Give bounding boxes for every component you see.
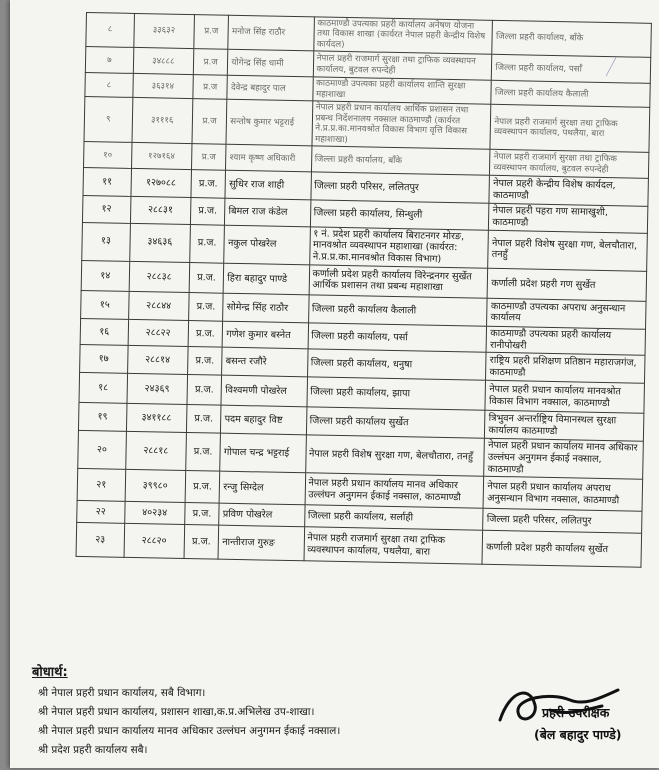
serial-number-cell: ७ [85, 47, 133, 74]
cc-item: श्री प्रदेश प्रहरी कार्यालय सबै। [38, 744, 148, 756]
serial-number-cell: २० [78, 431, 126, 470]
current-office-cell: जिल्ला प्रहरी कार्यालय, धनुषा [307, 349, 486, 380]
signature-block [490, 680, 659, 770]
current-office-cell: जिल्ला प्रहरी कार्यालय, सिन्धुली [310, 200, 489, 230]
police-number-cell: २४३६९ [127, 374, 188, 405]
transfer-office-cell: राष्ट्रिय प्रहरी प्रशिक्षण प्रतिष्ठान महाराजगंज, काठमाण्डौ [486, 353, 645, 384]
transfer-office-cell: नेपाल प्रहरी विशेष सुरक्षा गण, बेलचौतारा, तनहुँ [488, 230, 647, 271]
rank-cell: प्र.ज. [187, 347, 222, 376]
officer-name-cell: गणेश कुमार बस्नेत [222, 321, 308, 349]
transfer-office-cell: जिल्ला प्रहरी परिसर, ललितपुर [483, 509, 642, 534]
cc-item: श्री नेपाल प्रहरी प्रधान कार्यालय, प्रशासन शाखा,क.प्र.अभिलेख उप-शाखा। [38, 706, 315, 718]
transfer-office-cell: नेपाल प्रहरी राजमार्ग सुरक्षा तथा ट्राफिक व्यवस्थापन कार्यालय, बुटवल रुपन्देही [490, 150, 649, 179]
police-number-cell: १२७०८८ [131, 169, 192, 198]
officer-name-cell: बसन्त रजौरे [222, 347, 308, 377]
serial-number-cell: ११ [83, 168, 131, 197]
transfer-office-cell: नेपाल प्रहरी प्रधान कार्यालय मानव अधिकार उल्लंघन अनुगमन ईकाई नक्साल, काठमाण्डौ [484, 439, 643, 480]
serial-number-cell: ८ [86, 13, 134, 48]
rank-cell: प्र.ज. [189, 224, 224, 263]
officer-name-cell: गोपाल चन्द्र भट्टराई [220, 433, 306, 473]
signatory-title: प्रहरी उपरीक्षक [542, 705, 610, 720]
serial-number-cell: १८ [79, 373, 127, 404]
serial-number-cell: १३ [82, 222, 130, 261]
officer-name-cell: पदम बहादुर विष्ट [221, 405, 307, 435]
transfer-office-cell: जिल्ला प्रहरी कार्यालय, पर्साँ [492, 55, 651, 84]
serial-number-cell: २२ [77, 501, 125, 524]
transfer-office-cell: कर्णाली प्रदेश प्रहरी कार्यालय सुर्खेत [482, 531, 641, 568]
officer-name-cell: विश्वमणी पोखरेल [221, 375, 307, 407]
officer-name-cell: देवेन्द्र बहादुर पाल [227, 76, 313, 102]
officer-name-cell: योगेन्द्र सिंह धामी [228, 50, 314, 78]
current-office-cell: नेपाल प्रहरी प्रधान कार्यालय मानव अधिकार उल्लंघन अनुगमन ईकाई नक्साल, काठमाण्डौ [305, 473, 484, 508]
officer-name-cell: सोमेन्द्र सिंह राठौर [223, 293, 309, 323]
serial-number-cell: ९ [84, 97, 133, 143]
transfer-office-cell: नेपाल प्रहरी पहरा गण सामाखुशी, काठमाण्डौ [489, 204, 648, 233]
cc-title: बोधार्थ: [32, 665, 68, 680]
police-number-cell: ३४६३६ [129, 223, 190, 262]
police-number-cell: २८८३१ [130, 197, 191, 225]
current-office-cell: काठमाण्डौ उपत्यका प्रहरी कार्यालय अनेषण योजना तथा विकास शाखा (कार्यरत नेपाल प्रहरी केन्द्रीय विशेष कार्यदल) [313, 17, 493, 55]
serial-number-cell: १९ [78, 403, 126, 432]
current-office-cell: जिल्ला प्रहरी परिसर, ललितपुर [310, 172, 489, 203]
transfer-office-cell: जिल्ला प्रहरी कार्यालय कैलाली [491, 81, 650, 108]
police-number-cell: २८८४४ [128, 291, 189, 320]
serial-number-cell: ८ [85, 73, 133, 98]
officer-name-cell: सन्तोष कुमार भट्टराई [226, 100, 312, 147]
transfer-table [76, 12, 652, 568]
rank-cell: प्र.ज [193, 49, 228, 76]
officer-name-cell: नान्तीराज गुरुङ [218, 526, 304, 562]
officer-name-cell: सुधिर राज शाही [225, 171, 311, 201]
police-number-cell: ३४८८८ [133, 48, 194, 75]
rank-cell: प्र.ज. [185, 471, 220, 504]
officer-name-cell: हिरा बहादुर पाण्डे [224, 263, 310, 295]
margin-stamp: ⸻ [601, 54, 622, 80]
serial-number-cell: २३ [76, 523, 124, 558]
cc-section [32, 662, 452, 762]
police-number-cell: २८८१४ [127, 346, 188, 375]
current-office-cell: १ नं. प्रदेश प्रहरी कार्यालय बिराटनगर मोरङ, मानवश्रोत व्यवस्थापन महाशाखा (कार्यरत: ने.प्र.प्र.का.मानवश्रोत विकास विभाग) [309, 227, 489, 269]
officer-name-cell: श्याम कृष्ण अधिकारी [226, 145, 312, 173]
rank-cell: प्र.ज [191, 144, 226, 171]
current-office-cell: जिल्ला प्रहरी कार्यालय कैलाली [308, 295, 487, 326]
current-office-cell: काठमाण्डौ उपत्यका प्रहरी कार्यालय शान्ति सुरक्षा महाशाखा [312, 77, 491, 104]
current-office-cell: नेपाल प्रहरी प्रधान कार्यालय आर्थिक प्रशासन तथा प्रबन्ध निर्देशनालय नक्साल काठमाण्डौ (कार्यरत ने.प्र.प्र.का.मानवश्रोत विकास विभाग वृत्ति विकास महाशाखा) [311, 101, 491, 149]
officer-name-cell: नकुल पोखरेल [224, 225, 310, 265]
rank-cell: प्र.ज [194, 15, 229, 50]
rank-cell: प्र.ज. [184, 525, 219, 560]
signatory-name: (बेल बहादुर पाण्डे) [534, 727, 622, 742]
cc-item: श्री नेपाल प्रहरी प्रधान कार्यालय मानव अधिकार उल्लंघन अनुगमन ईकाई नक्साल। [38, 725, 341, 737]
officer-name-cell: प्रविण पोखरेल [219, 504, 305, 528]
police-number-cell: ३४११८८ [126, 404, 187, 433]
current-office-cell: जिल्ला प्रहरी कार्यालय सुर्खेत [306, 407, 485, 438]
police-number-cell: ३३६३२ [134, 13, 195, 49]
rank-cell: प्र.ज [192, 99, 227, 145]
transfer-office-cell: नेपाल प्रहरी केन्द्रीय विशेष कार्यदल, काठमाण्डौ [489, 176, 648, 207]
rank-cell: प्र.ज. [187, 375, 222, 406]
transfer-office-cell: त्रिभुवन अन्तर्राष्ट्रिय विमानस्थल सुरक्षा कार्यालय काठमाण्डौ [485, 411, 644, 442]
officer-name-cell: मनोज सिंह राठौर [228, 15, 314, 51]
police-number-cell: २८८१८ [125, 432, 186, 471]
police-number-cell: १२७१६४ [131, 143, 192, 170]
police-number-cell: २८८३८ [129, 261, 190, 292]
current-office-cell: नेपाल प्रहरी राजमार्ग सुरक्षा तथा ट्राफिक व्यवस्थापन कार्यालय, पथलैया, बारा [304, 527, 484, 564]
rank-cell: प्र.ज. [185, 433, 220, 472]
current-office-cell: कर्णाली प्रदेश प्रहरी कार्यालय विरेन्द्रनगर सुर्खेत आर्थिक प्रशासन तथा प्रबन्ध महाशाखा [309, 265, 488, 298]
transfer-office-cell: जिल्ला प्रहरी कार्यालय, बाँके [492, 20, 651, 57]
officer-name-cell: बिमल राज कंडेल [225, 199, 311, 227]
police-number-cell: ३९९८० [125, 470, 186, 503]
current-office-cell: नेपाल प्रहरी विशेष सुरक्षा गण, बेलचौतारा, तनहुँ [305, 435, 485, 477]
rank-cell: प्र.ज. [188, 320, 223, 347]
transfer-office-cell: काठमाण्डौ उपत्यका प्रहरी कार्यालय रानीपोखरी [486, 326, 645, 355]
rank-cell: प्र.ज. [184, 503, 219, 526]
current-office-cell: जिल्ला प्रहरी कार्यालय, पर्सा [308, 323, 487, 353]
transfer-office-cell: नेपाल प्रहरी प्रधान कार्यालय अपराध अनुसन्धान विभाग नक्साल, काठमाण्डौ [483, 477, 642, 512]
rank-cell: प्र.ज. [189, 262, 224, 293]
officer-name-cell: रन्जु सिग्देल [219, 472, 305, 506]
document-page [10, 0, 659, 768]
serial-number-cell: २१ [77, 469, 125, 502]
transfer-office-cell: काठमाण्डौ उपत्यका अपराध अनुसन्धान कार्यालय [487, 298, 646, 329]
transfer-office-cell: कर्णाली प्रदेश प्रहरी गण सुर्खेत [488, 268, 647, 301]
current-office-cell: जिल्ला प्रहरी कार्यालय, सर्लाही [304, 505, 483, 530]
rank-cell: प्र.ज [193, 75, 228, 100]
police-number-cell: ३१११६ [132, 98, 193, 144]
current-office-cell: नेपाल प्रहरी राजमार्ग सुरक्षा तथा ट्राफिक व्यवस्थापन कार्यालय, बुटवल रुपन्देही [313, 51, 492, 80]
serial-number-cell: १७ [80, 345, 128, 374]
current-office-cell: जिल्ला प्रहरी कार्यालय, बाँके [311, 146, 490, 175]
rank-cell: प्र.ज. [191, 170, 226, 199]
current-office-cell: जिल्ला प्रहरी कार्यालय, झापा [306, 377, 485, 410]
transfer-office-cell: नेपाल प्रहरी राजमार्ग सुरक्षा तथा ट्राफिक व्यवस्थापन कार्यालय, पथलैया, बारा [490, 105, 649, 153]
serial-number-cell: १२ [82, 196, 130, 223]
cc-item: श्री नेपाल प्रहरी प्रधान कार्यालय, सबै विभाग। [38, 687, 206, 699]
serial-number-cell: १० [84, 142, 132, 169]
police-number-cell: ३६३१४ [133, 74, 193, 99]
police-number-cell: २८८२२ [128, 319, 189, 347]
serial-number-cell: १४ [81, 260, 129, 291]
police-number-cell: ४०२३४ [124, 502, 184, 525]
rank-cell: प्र.ज. [188, 292, 223, 321]
transfer-office-cell: नेपाल प्रहरी प्रधान कार्यालय मानवश्रोत विकास विभाग नक्साल, काठमाण्डौ [485, 381, 644, 414]
serial-number-cell: १५ [81, 290, 129, 319]
serial-number-cell: १६ [80, 318, 128, 345]
rank-cell: प्र.ज. [186, 405, 221, 434]
police-number-cell: २८८२० [124, 524, 185, 559]
rank-cell: प्र.ज. [190, 198, 225, 225]
